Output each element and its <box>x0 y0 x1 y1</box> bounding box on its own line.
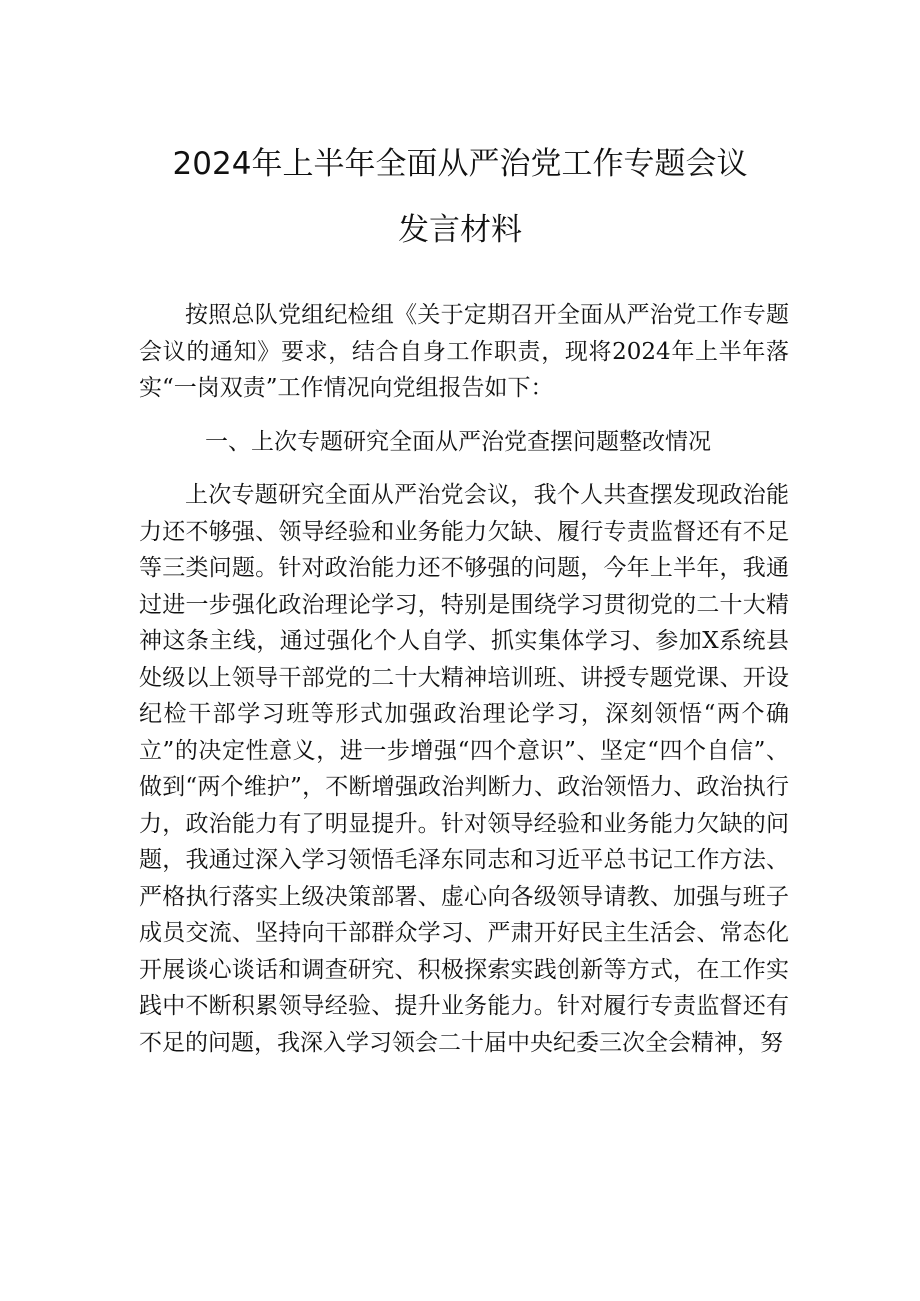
intro-paragraph: 按照总队党组纪检组《关于定期召开全面从严治党工作专题会议的通知》要求，结合自身工作职责，现将2024年上半年落实“一岗双责”工作情况向党组报告如下： <box>139 302 789 401</box>
document-title-line2: 发言材料 <box>398 212 522 248</box>
section1-paragraph: 上次专题研究全面从严治党会议，我个人共查摆发现政治能力还不够强、领导经验和业务能力欠缺、履行专责监督还有不足等三类问题。针对政治能力还不够强的问题，今年上半年，我通过进一步强化政治理论学习，特别是围绕学习贯彻党的二十大精神这条主线，通过强化个人自学、抓实集体学习、参加X系统县处级以上领导干部党的二十大精神培训班、讲授专题党课、开设纪检干部学习班等形式加强政治理论学习，深刻领悟“两个确立”的决定性意义，进一步增强“四个意识”、坚定“四个自信”、做到“两个维护”，不断增强政治判断力、政治领悟力、政治执行力，政治能力有了明显提升。针对领导经验和业务能力欠缺的问题，我通过深入学习领悟毛泽东同志和习近平总书记工作方法、严格执行落实上级决策部署、虚心向各级领导请教、加强与班子成员交流、坚持向干部群众学习、严肃开好民主生活会、常态化开展谈心谈话和调查研究、积极探索实践创新等方式，在工作实践中不断积累领导经验、提升业务能力。针对履行专责监督还有不足的问题，我深入学习领会二十届中央纪委三次全会精神，努 <box>139 482 789 1056</box>
document-title-line1: 2024年上半年全面从严治党工作专题会议 <box>172 146 748 182</box>
section1-heading: 一、上次专题研究全面从严治党查摆问题整改情况 <box>205 429 711 455</box>
